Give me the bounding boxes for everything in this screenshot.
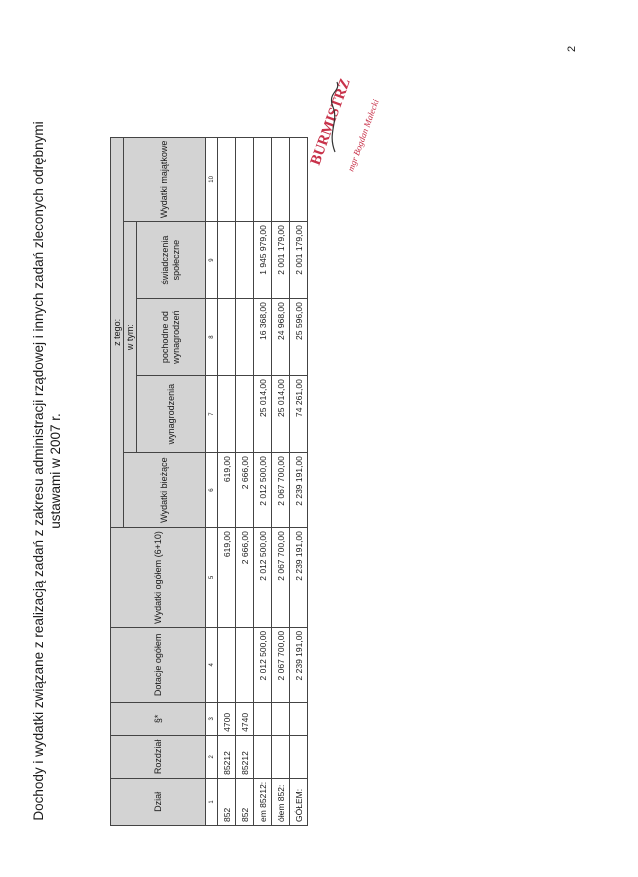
table-cell: 85212 — [236, 735, 254, 778]
table-cell: 2 067 700,00 — [272, 528, 290, 628]
column-number: 8 — [206, 299, 218, 376]
header-dotacje: Dotacje ogółem — [111, 627, 206, 702]
table-cell — [290, 735, 308, 778]
table-cell — [272, 735, 290, 778]
table-cell: 852 — [218, 778, 236, 825]
header-wynagrodzenia: wynagrodzenia — [137, 376, 206, 453]
table-cell: ółem 852: — [272, 778, 290, 825]
table-cell — [290, 702, 308, 735]
table-cell — [236, 222, 254, 299]
table-cell — [236, 376, 254, 453]
table-cell — [272, 137, 290, 221]
table-cell: GÓŁEM: — [290, 778, 308, 825]
column-number: 4 — [206, 627, 218, 702]
column-number: 3 — [206, 702, 218, 735]
rotated-sheet — [30, 96, 590, 846]
table-cell: 2 067 700,00 — [272, 453, 290, 528]
stamp-title: BURMISTRZ — [307, 76, 354, 168]
table-cell: 2 001 179,00 — [290, 222, 308, 299]
column-number: 10 — [206, 137, 218, 221]
table-cell — [218, 376, 236, 453]
table-cell: 16 368,00 — [254, 299, 272, 376]
table-cell: 25 596,00 — [290, 299, 308, 376]
table-row — [218, 137, 236, 825]
header-rozdzial: Rozdział — [111, 735, 206, 778]
column-number: 5 — [206, 528, 218, 628]
table-cell: 2 012 500,00 — [254, 453, 272, 528]
budget-table — [110, 137, 308, 826]
header-wydatki-biezace: Wydatki bieżące — [124, 453, 206, 528]
table-cell: 2 239 191,00 — [290, 627, 308, 702]
table-cell — [218, 627, 236, 702]
table-cell: 25 014,00 — [254, 376, 272, 453]
header-wydatki-majatkowe: Wydatki majątkowe — [124, 137, 206, 221]
table-cell — [218, 137, 236, 221]
table-row — [272, 137, 290, 825]
header-pochodne: pochodne od wynagrodzeń — [137, 299, 206, 376]
header-paragraf: §* — [111, 702, 206, 735]
table-cell — [236, 627, 254, 702]
table-cell — [218, 222, 236, 299]
table-cell — [254, 702, 272, 735]
table-cell: 25 014,00 — [272, 376, 290, 453]
header-swiadczenia: świadczenia społeczne — [137, 222, 206, 299]
table-cell: 2 067 700,00 — [272, 627, 290, 702]
header-z-tego: z tego: — [111, 137, 124, 527]
table-cell: 2 012 500,00 — [254, 627, 272, 702]
table-body — [218, 137, 308, 825]
page-title: Dochody i wydatki związane z realizacją zadań z zakresu administracji rządowej i innych zadań zleconych odrębnymi ustawami w 2007 r. — [31, 121, 63, 821]
table-cell: 2 666,00 — [236, 453, 254, 528]
table-cell: 4700 — [218, 702, 236, 735]
table-cell: 2 666,00 — [236, 528, 254, 628]
column-number: 7 — [206, 376, 218, 453]
column-number: 2 — [206, 735, 218, 778]
table-cell: 852 — [236, 778, 254, 825]
table-cell: 74 261,00 — [290, 376, 308, 453]
table-cell: 2 001 179,00 — [272, 222, 290, 299]
header-dzial: Dział — [111, 778, 206, 825]
table-cell: 1 945 979,00 — [254, 222, 272, 299]
stamp-name: mgr Bogdan Małecki — [345, 97, 381, 173]
table-cell: em 85212: — [254, 778, 272, 825]
page-number: 2 — [566, 45, 578, 52]
table-cell — [254, 735, 272, 778]
table-row — [254, 137, 272, 825]
table-cell: 2 239 191,00 — [290, 528, 308, 628]
table-cell: 2 239 191,00 — [290, 453, 308, 528]
column-number: 9 — [206, 222, 218, 299]
table-cell — [254, 137, 272, 221]
column-number: 1 — [206, 778, 218, 825]
table-row — [236, 137, 254, 825]
table-cell — [236, 299, 254, 376]
table-cell — [218, 299, 236, 376]
table-row — [290, 137, 308, 825]
table-cell — [290, 137, 308, 221]
table-cell — [272, 702, 290, 735]
header-w-tym: w tym: — [124, 222, 137, 453]
header-wydatki-ogolem: Wydatki ogółem (6+10) — [111, 528, 206, 628]
table-cell: 24 968,00 — [272, 299, 290, 376]
table-cell — [236, 137, 254, 221]
table-cell: 85212 — [218, 735, 236, 778]
table-cell: 4740 — [236, 702, 254, 735]
table-cell: 619,00 — [218, 528, 236, 628]
table-cell: 619,00 — [218, 453, 236, 528]
column-number: 6 — [206, 453, 218, 528]
table-cell: 2 012 500,00 — [254, 528, 272, 628]
